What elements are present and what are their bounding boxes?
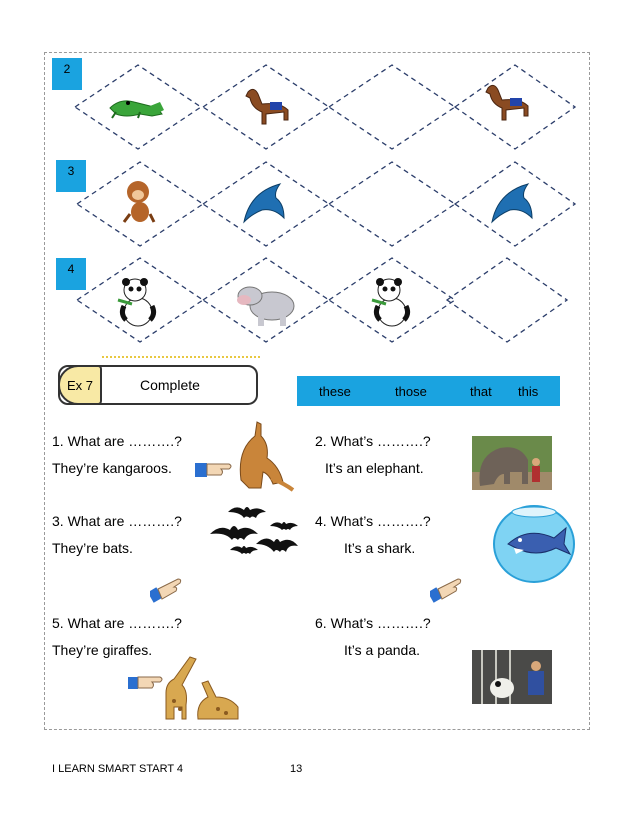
word-bank-item: those xyxy=(395,384,427,399)
horse-icon xyxy=(246,89,288,124)
word-bank-item: this xyxy=(518,384,539,399)
elephant-photo xyxy=(472,436,552,490)
horse-icon xyxy=(486,85,528,120)
word-bank-item: these xyxy=(319,384,351,399)
answer-6: It’s a panda. xyxy=(344,642,421,658)
dolphin-icon xyxy=(492,184,532,222)
pointing-hand-icon xyxy=(150,575,186,603)
footer-book-title: I LEARN SMART START 4 xyxy=(52,763,184,775)
panda-photo xyxy=(472,650,552,704)
exercise-title: Complete xyxy=(140,377,200,393)
panda-icon xyxy=(372,278,408,326)
crocodile-icon xyxy=(110,101,164,118)
pointing-hand-icon xyxy=(128,677,162,689)
question-3: 3. What are ……….? xyxy=(52,513,182,529)
pointing-hand-icon xyxy=(195,463,231,477)
answer-5: They’re giraffes. xyxy=(52,642,153,658)
question-6: 6. What’s ……….? xyxy=(315,615,431,631)
question-5: 5. What are ……….? xyxy=(52,615,182,631)
question-2: 2. What’s ……….? xyxy=(315,433,431,449)
page-number: 13 xyxy=(290,763,303,775)
pointing-hand-icon xyxy=(430,575,466,603)
exercise-tag: Ex 7 xyxy=(58,365,102,405)
dolphin-icon xyxy=(244,184,284,222)
monkey-icon xyxy=(124,181,154,222)
answer-3: They’re bats. xyxy=(52,540,133,556)
answer-4: It’s a shark. xyxy=(344,540,416,556)
question-1: 1. What are ……….? xyxy=(52,433,182,449)
decorative-dots xyxy=(102,356,260,364)
diamond-grid xyxy=(0,0,638,360)
hippo-icon xyxy=(237,287,294,326)
row-number-2: 2 xyxy=(52,58,82,90)
answer-1: They’re kangaroos. xyxy=(52,460,172,476)
word-bank-item: that xyxy=(470,384,492,399)
shark-fishbowl-icon xyxy=(490,500,578,584)
row-number-3: 3 xyxy=(56,160,86,192)
word-bank xyxy=(297,376,560,406)
bats-icon xyxy=(208,498,303,563)
row-number-4: 4 xyxy=(56,258,86,290)
question-4: 4. What’s ……….? xyxy=(315,513,431,529)
answer-2: It’s an elephant. xyxy=(325,460,424,476)
giraffes-icon xyxy=(128,653,250,721)
panda-icon xyxy=(118,278,154,326)
kangaroo-icon xyxy=(195,418,295,493)
